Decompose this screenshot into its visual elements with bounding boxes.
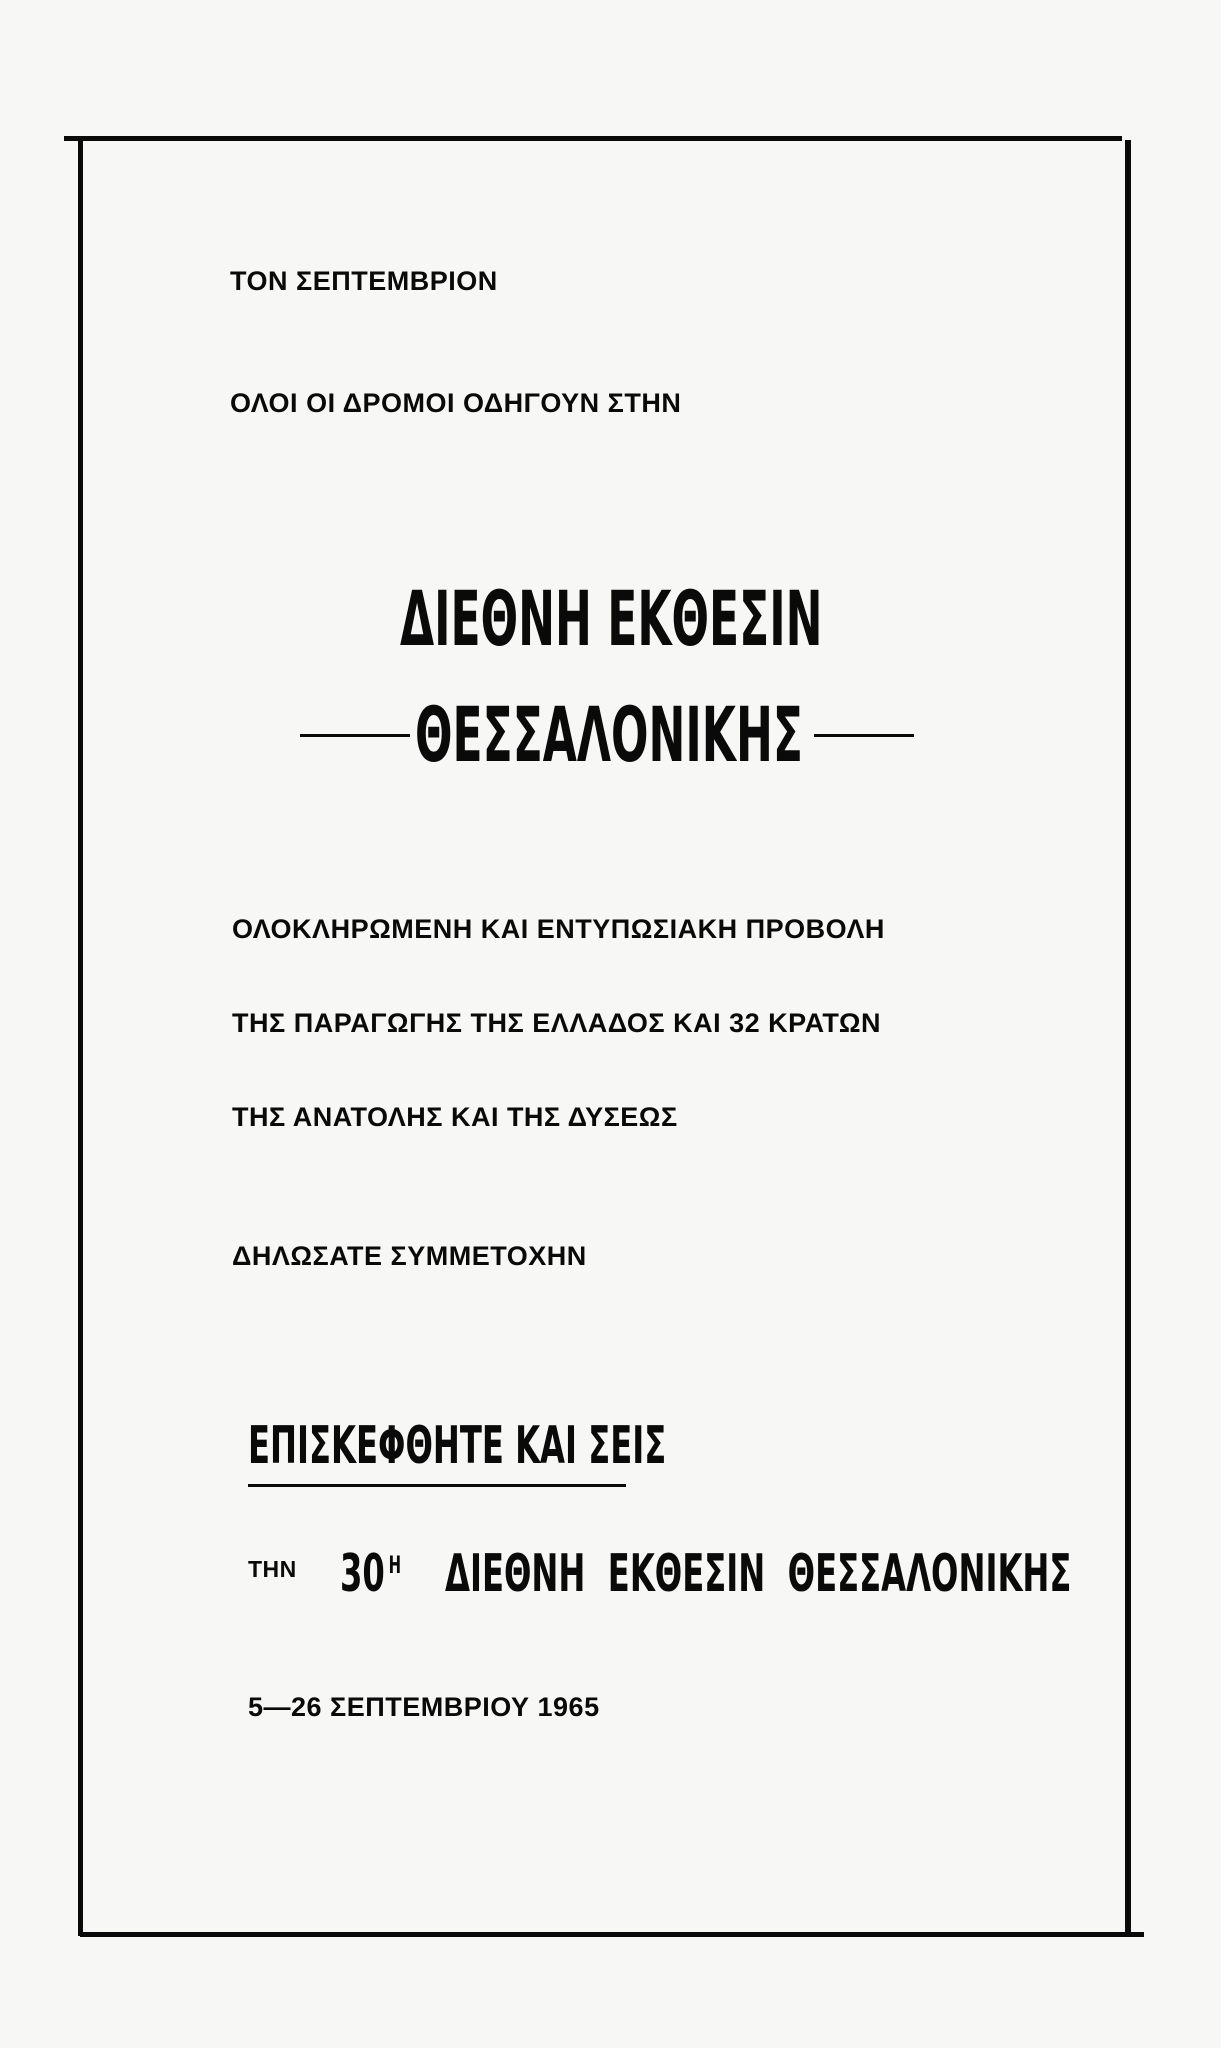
frame-right-border — [1125, 140, 1131, 1936]
visit-underline — [248, 1484, 626, 1487]
final-exhibition-name: ΔΙΕΘΝΗ ΕΚΘΕΣΙΝ ΘΕΣΣΑΛΟΝΙΚΗΣ — [445, 1544, 1072, 1604]
dates-line: 5—26 ΣΕΠΤΕΜΒΡΙΟΥ 1965 — [248, 1692, 600, 1722]
thessaloniki-title: ΘΕΣΣΑΛΟΝΙΚΗΣ — [415, 690, 803, 779]
edition-number: 30 — [340, 1544, 385, 1604]
all-roads-line: ΟΛΟΙ ΟΙ ΔΡΟΜΟΙ ΟΔΗΓΟΥΝ ΣΤΗΝ — [230, 388, 682, 418]
september-line: ΤΟΝ ΣΕΠΤΕΜΒΡΙΟΝ — [230, 266, 498, 296]
final-article: ΤΗΝ — [248, 1556, 297, 1582]
edition-ordinal: Η — [388, 1551, 402, 1579]
exhibition-title: ΔΙΕΘΝΗ ΕΚΘΕΣΙΝ — [400, 574, 823, 663]
participation-line: ΔΗΛΩΣΑΤΕ ΣΥΜΜΕΤΟΧΗΝ — [232, 1241, 587, 1271]
promotion-line: ΟΛΟΚΛΗΡΩΜΕΝΗ ΚΑΙ ΕΝΤΥΠΩΣΙΑΚΗ ΠΡΟΒΟΛΗ — [232, 914, 885, 944]
production-line: ΤΗΣ ΠΑΡΑΓΩΓΗΣ ΤΗΣ ΕΛΛΑΔΟΣ ΚΑΙ 32 ΚΡΑΤΩΝ — [232, 1008, 882, 1038]
frame-bottom-border — [80, 1932, 1144, 1937]
frame-left-border — [78, 140, 83, 1936]
visit-line: ΕΠΙΣΚΕΦΘΗΤΕ ΚΑΙ ΣΕΙΣ — [248, 1416, 667, 1476]
title-rule-left — [300, 734, 410, 737]
title-rule-right — [814, 734, 914, 737]
final-edition-number — [340, 1544, 401, 1604]
east-west-line: ΤΗΣ ΑΝΑΤΟΛΗΣ ΚΑΙ ΤΗΣ ΔΥΣΕΩΣ — [232, 1102, 678, 1132]
frame-top-border — [64, 136, 1122, 141]
